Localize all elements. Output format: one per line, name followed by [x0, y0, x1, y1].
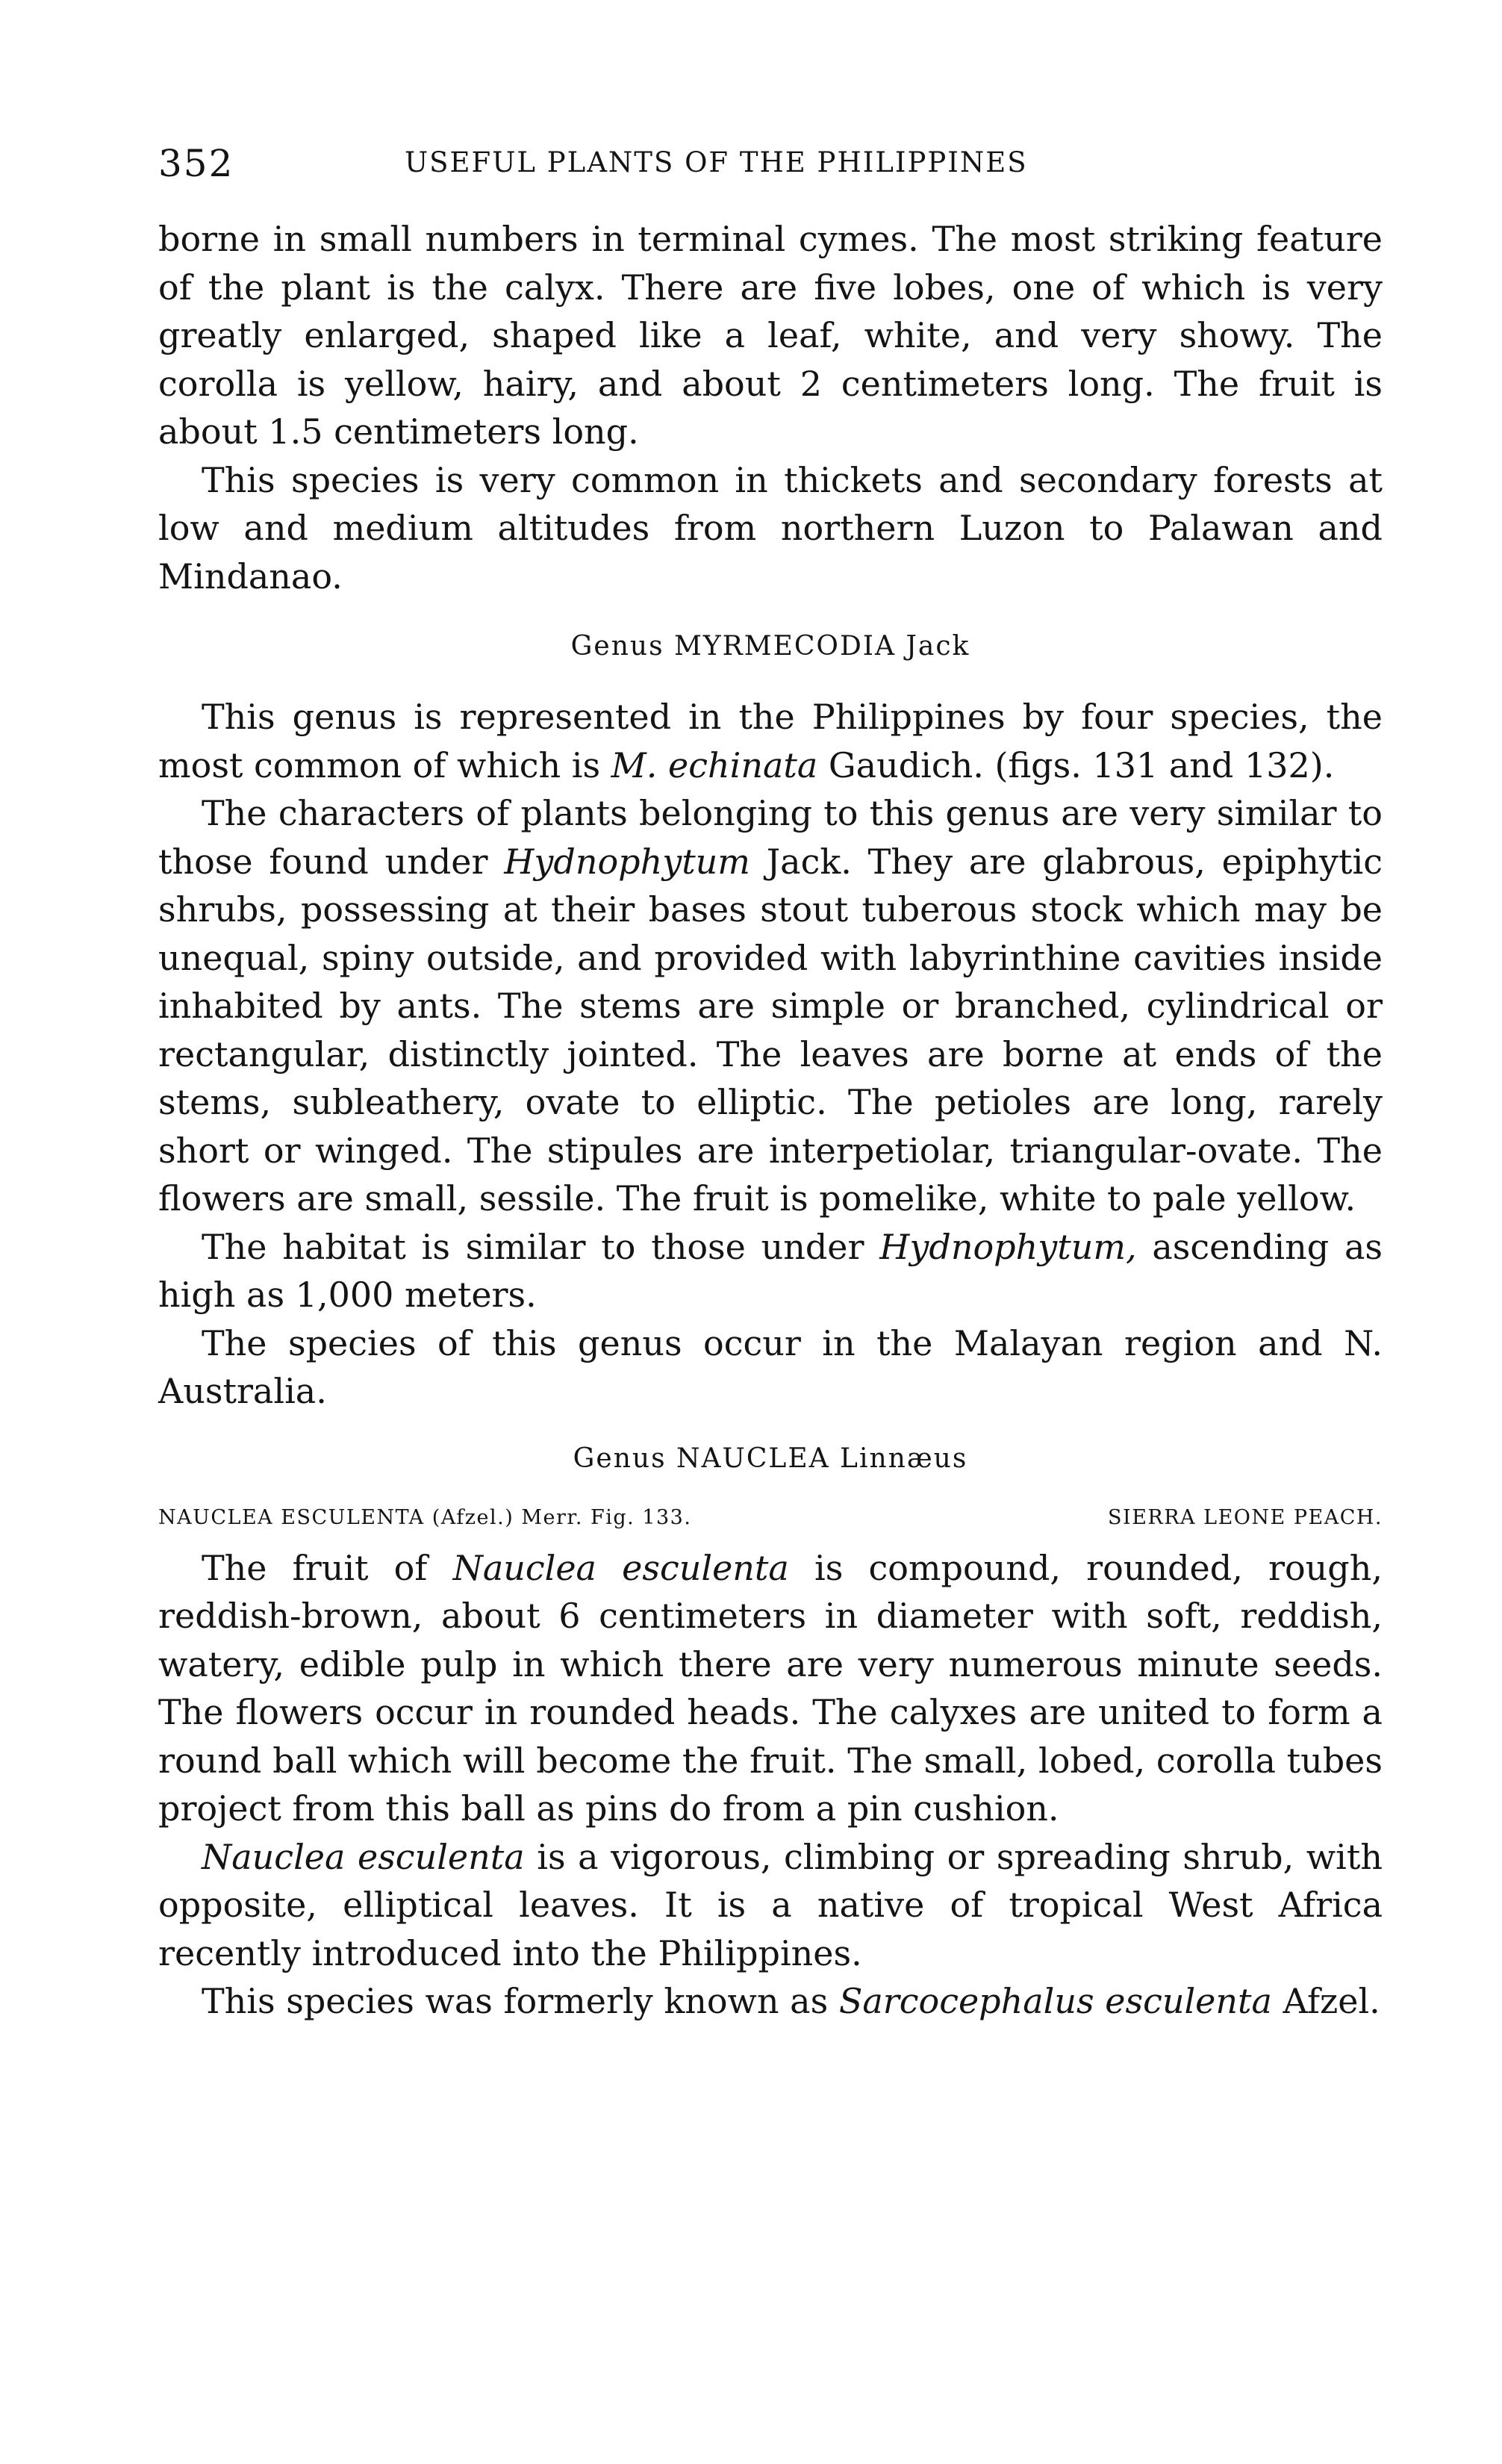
paragraph	[158, 1833, 1383, 1978]
species-common-name: SIERRA LEONE PEACH.	[1108, 1505, 1383, 1529]
species-name: Nauclea esculenta	[202, 1836, 525, 1877]
paragraph	[158, 693, 1383, 789]
text-run: The characters of plants belonging to this genus are very similar to those found under	[158, 793, 1383, 882]
paragraph	[158, 215, 1383, 456]
paragraph	[158, 1223, 1383, 1319]
text-run: The habitat is similar to those under	[202, 1226, 880, 1267]
text-run: This species was formerly known as	[202, 1981, 839, 2021]
page-body	[158, 215, 1383, 2026]
text-run: Afzel.	[1271, 1981, 1380, 2021]
species-scientific-name: NAUCLEA ESCULENTA (Afzel.) Merr. Fig. 133.	[158, 1505, 692, 1529]
running-title: USEFUL PLANTS OF THE PHILIPPINES	[405, 146, 1028, 178]
genus-heading-nauclea: Genus NAUCLEA Linnæus	[573, 1443, 968, 1474]
paragraph-text: borne in small numbers in terminal cymes. The most striking feature of the plant is the calyx. There are five lobes, one of which is very greatly enlarged, shaped like a leaf, white, and very showy. The corolla is yellow, hairy, and about 2 centimeters long. The fruit is about 1.5 centimeters long.	[158, 219, 1383, 452]
paragraph-text: The species of this genus occur in the Malayan region and N. Australia.	[158, 1322, 1383, 1411]
paragraph	[158, 789, 1383, 1223]
genus-name: Hydnophytum	[504, 841, 750, 882]
genus-heading-myrmecodia: Genus MYRMECODIA Jack	[570, 631, 970, 662]
species-name: M. echinata	[611, 744, 818, 785]
paragraph-text: This species is very common in thickets and secondary forests at low and medium altitudes from northern Luzon to Palawan and Mindanao.	[158, 459, 1383, 597]
paragraph	[158, 456, 1383, 601]
genus-name: Hydnophytum,	[879, 1226, 1137, 1267]
text-run: ascending as high as 1,000 meters.	[158, 1226, 1383, 1315]
paragraph	[158, 1544, 1383, 1833]
paragraph	[158, 1319, 1383, 1416]
text-run: The fruit of	[202, 1547, 453, 1588]
text-run: Gaudich. (figs. 131 and 132).	[817, 744, 1335, 785]
paragraph	[158, 1977, 1383, 2026]
species-name: Sarcocephalus esculenta	[838, 1981, 1272, 2021]
species-name: Nauclea esculenta	[452, 1547, 789, 1588]
text-run: is a vigorous, climbing or spreading shrub, with opposite, elliptical leaves. It is a native of tropical West Africa recently introduced into the Philippines.	[158, 1836, 1383, 1973]
species-entry-line	[158, 1499, 1383, 1544]
text-run: Jack. They are glabrous, epiphytic shrubs, possessing at their bases stout tuberous stock which may be unequal, spiny outside, and provided with labyrinthine cavities inside inhabited by ants. The stems are simple or branched, cylindrical or rectangular, distinctly jointed. The leaves are borne at ends of the stems, subleathery, ovate to elliptic. The petioles are long, rarely short or winged. The stipules are interpetiolar, triangular-ovate. The flowers are small, sessile. The fruit is pomelike, white to pale yellow.	[158, 841, 1383, 1219]
text-run: This genus is represented in the Philippines by four species, the most common of which is	[158, 697, 1383, 785]
text-run: is compound, rounded, rough, reddish-brown, about 6 centimeters in diameter with soft, reddish, watery, edible pulp in which there are very numerous minute seeds. The flowers occur in rounded heads. The calyxes are united to form a round ball which will become the fruit. The small, lobed, corolla tubes project from this ball as pins do from a pin cushion.	[158, 1547, 1383, 1829]
running-head	[158, 142, 1383, 194]
page-number: 352	[158, 142, 234, 185]
